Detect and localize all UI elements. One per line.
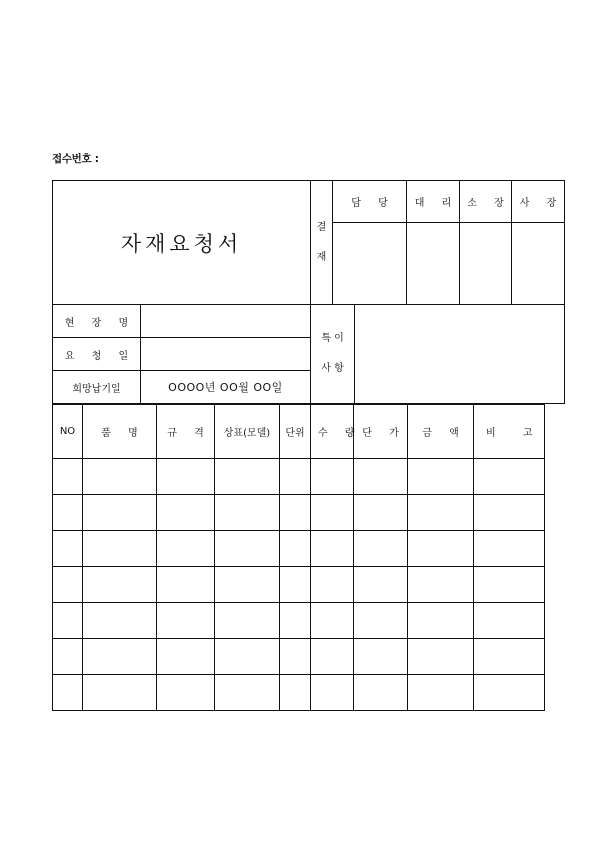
- table-cell[interactable]: [157, 603, 215, 639]
- table-cell[interactable]: [157, 495, 215, 531]
- table-cell[interactable]: [53, 567, 83, 603]
- approval-label-top: 결: [316, 221, 327, 233]
- table-cell[interactable]: [215, 531, 280, 567]
- approval-role-site-chief: 소 장: [460, 181, 512, 223]
- table-cell[interactable]: [53, 531, 83, 567]
- table-cell[interactable]: [215, 567, 280, 603]
- table-cell[interactable]: [280, 639, 311, 675]
- table-cell[interactable]: [83, 675, 157, 711]
- table-cell[interactable]: [83, 459, 157, 495]
- table-cell[interactable]: [280, 567, 311, 603]
- signature-box-deputy[interactable]: [407, 223, 460, 305]
- approval-label-bottom: 재: [316, 251, 327, 263]
- table-cell[interactable]: [215, 675, 280, 711]
- signature-box-manager[interactable]: [333, 223, 407, 305]
- table-cell[interactable]: [215, 639, 280, 675]
- table-cell[interactable]: [83, 639, 157, 675]
- remarks-label-line2: 사 항: [321, 363, 344, 374]
- table-cell[interactable]: [311, 495, 354, 531]
- table-cell[interactable]: [354, 639, 408, 675]
- receipt-number-label: 접수번호 :: [52, 153, 99, 165]
- table-cell[interactable]: [53, 495, 83, 531]
- column-header-quantity: 수 량: [311, 405, 354, 459]
- table-cell[interactable]: [408, 639, 474, 675]
- table-cell[interactable]: [408, 495, 474, 531]
- signature-box-president[interactable]: [512, 223, 565, 305]
- table-cell[interactable]: [280, 531, 311, 567]
- table-cell[interactable]: [408, 567, 474, 603]
- table-cell[interactable]: [354, 567, 408, 603]
- item-rows: [53, 459, 545, 711]
- table-cell[interactable]: [280, 675, 311, 711]
- approval-role-deputy: 대 리: [407, 181, 460, 223]
- column-header-unit-price: 단 가: [354, 405, 408, 459]
- table-cell[interactable]: [157, 639, 215, 675]
- table-cell[interactable]: [474, 603, 545, 639]
- column-header-item-name: 품 명: [83, 405, 157, 459]
- table-row: [53, 531, 545, 567]
- request-header-table: [52, 180, 565, 404]
- request-date-field[interactable]: [141, 338, 311, 371]
- column-header-spec: 규 격: [157, 405, 215, 459]
- table-cell[interactable]: [474, 639, 545, 675]
- remarks-field[interactable]: [355, 305, 565, 404]
- table-cell[interactable]: [474, 567, 545, 603]
- table-cell[interactable]: [83, 495, 157, 531]
- table-row: [53, 675, 545, 711]
- table-cell[interactable]: [83, 603, 157, 639]
- table-cell[interactable]: [53, 459, 83, 495]
- table-cell[interactable]: [83, 531, 157, 567]
- desired-date-label: 희망납기일: [53, 371, 141, 404]
- table-cell[interactable]: [408, 675, 474, 711]
- site-name-field[interactable]: [141, 305, 311, 338]
- table-cell[interactable]: [157, 567, 215, 603]
- table-cell[interactable]: [354, 459, 408, 495]
- items-table: [52, 404, 545, 711]
- request-date-label: 요 청 일: [53, 338, 141, 371]
- table-cell[interactable]: [354, 531, 408, 567]
- table-cell[interactable]: [354, 603, 408, 639]
- table-cell[interactable]: [474, 675, 545, 711]
- approval-role-president: 사 장: [512, 181, 565, 223]
- column-header-brand-model: 상표(모델): [215, 405, 280, 459]
- approval-role-manager: 담 당: [333, 181, 407, 223]
- document-title: 자재요청서: [53, 181, 311, 305]
- table-cell[interactable]: [53, 675, 83, 711]
- table-cell[interactable]: [354, 675, 408, 711]
- table-cell[interactable]: [408, 459, 474, 495]
- remarks-label-line1: 특 이: [321, 333, 344, 344]
- table-cell[interactable]: [280, 603, 311, 639]
- table-cell[interactable]: [311, 639, 354, 675]
- table-cell[interactable]: [157, 531, 215, 567]
- table-cell[interactable]: [53, 603, 83, 639]
- site-name-label: 현 장 명: [53, 305, 141, 338]
- table-cell[interactable]: [408, 603, 474, 639]
- signature-box-site-chief[interactable]: [460, 223, 512, 305]
- remarks-label: [311, 305, 355, 404]
- table-cell[interactable]: [53, 639, 83, 675]
- items-header-row: [53, 405, 545, 459]
- table-cell[interactable]: [311, 567, 354, 603]
- table-cell[interactable]: [408, 531, 474, 567]
- table-cell[interactable]: [474, 531, 545, 567]
- table-cell[interactable]: [311, 531, 354, 567]
- table-cell[interactable]: [311, 459, 354, 495]
- column-header-note: 비 고: [474, 405, 545, 459]
- table-row: [53, 639, 545, 675]
- table-cell[interactable]: [354, 495, 408, 531]
- column-header-amount: 금 액: [408, 405, 474, 459]
- table-cell[interactable]: [280, 495, 311, 531]
- approval-label: [311, 181, 333, 305]
- column-header-unit: 단위: [280, 405, 311, 459]
- table-cell[interactable]: [215, 495, 280, 531]
- table-row: [53, 567, 545, 603]
- table-cell[interactable]: [157, 459, 215, 495]
- table-cell[interactable]: [157, 675, 215, 711]
- table-cell[interactable]: [280, 459, 311, 495]
- table-cell[interactable]: [311, 675, 354, 711]
- table-cell[interactable]: [83, 567, 157, 603]
- table-row: [53, 495, 545, 531]
- table-cell[interactable]: [215, 603, 280, 639]
- table-cell[interactable]: [474, 495, 545, 531]
- table-row: [53, 459, 545, 495]
- table-row: [53, 603, 545, 639]
- table-cell[interactable]: [215, 459, 280, 495]
- column-header-no: NO: [53, 405, 83, 459]
- table-cell[interactable]: [311, 603, 354, 639]
- table-cell[interactable]: [474, 459, 545, 495]
- desired-date-field[interactable]: OOOO년 OO월 OO일: [141, 371, 311, 404]
